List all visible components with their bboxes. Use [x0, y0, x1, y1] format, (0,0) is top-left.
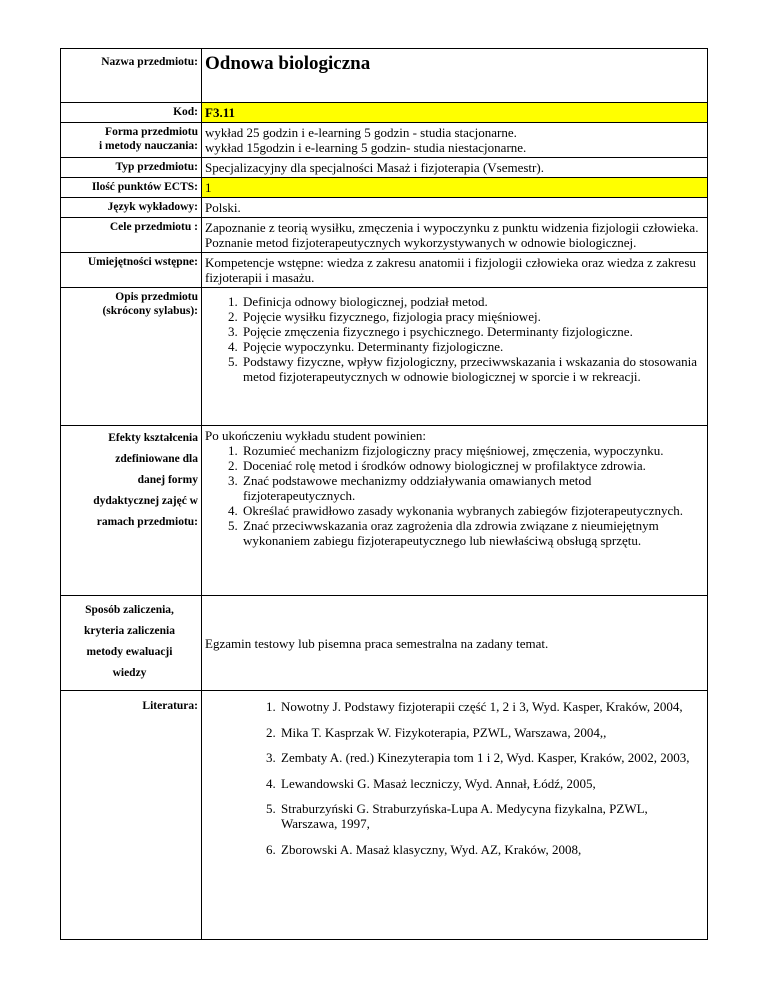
- zaliczenie-value: Egzamin testowy lub pisemna praca semestralna na zadany temat.: [202, 596, 708, 691]
- jezyk-label: Język wykładowy:: [61, 198, 202, 218]
- cele-label: Cele przedmiotu :: [61, 218, 202, 253]
- efekty-label-line: zdefiniowane dla: [115, 453, 198, 465]
- literatura-item: 4. Lewandowski G. Masaż leczniczy, Wyd. Annał, Łódź, 2005,: [279, 776, 695, 791]
- row-efekty: [61, 426, 708, 596]
- row-jezyk: [61, 198, 708, 218]
- ects-value: 1: [202, 178, 708, 198]
- opis-value: [202, 288, 708, 426]
- zaliczenie-label-line: wiedzy: [112, 667, 147, 679]
- opis-item: 5. Podstawy fizyczne, wpływ fizjologiczny, przeciwwskazania i wskazania do stosowania metod fizjoterapeutycznych w odnowie biologicznej w sporcie i w rekreacji.: [241, 354, 703, 384]
- zaliczenie-label-line: Sposób zaliczenia,: [85, 604, 174, 616]
- forma-value-line1: wykład 25 godzin i e-learning 5 godzin - studia stacjonarne.: [205, 125, 517, 140]
- opis-item: 4. Pojęcie wypoczynku. Determinanty fizjologiczne.: [241, 339, 703, 354]
- kod-label: Kod:: [61, 103, 202, 123]
- row-nazwa: [61, 49, 708, 103]
- forma-label-line1: Forma przedmiotu: [105, 126, 198, 138]
- nazwa-label: Nazwa przedmiotu:: [61, 49, 202, 103]
- opis-label: [61, 288, 202, 426]
- jezyk-value: Polski.: [202, 198, 708, 218]
- efekty-label-line: Efekty kształcenia: [108, 432, 198, 444]
- literatura-label: Literatura:: [61, 691, 202, 940]
- row-ects: [61, 178, 708, 198]
- course-name: [202, 49, 708, 103]
- umiejetnosci-label: Umiejętności wstępne:: [61, 253, 202, 288]
- row-cele: [61, 218, 708, 253]
- efekty-value: [202, 426, 708, 596]
- literatura-list: [205, 699, 703, 857]
- row-kod: [61, 103, 708, 123]
- literatura-item: 2. Mika T. Kasprzak W. Fizykoterapia, PZWL, Warszawa, 2004,,: [279, 725, 695, 740]
- row-forma: [61, 123, 708, 158]
- literatura-item: 1. Nowotny J. Podstawy fizjoterapii część 1, 2 i 3, Wyd. Kasper, Kraków, 2004,: [279, 699, 695, 714]
- literatura-item: 3. Zembaty A. (red.) Kinezyterapia tom 1 i 2, Wyd. Kasper, Kraków, 2002, 2003,: [279, 750, 695, 765]
- efekty-intro: Po ukończeniu wykładu student powinien:: [205, 428, 426, 443]
- opis-list: [205, 294, 703, 384]
- efekty-item: 2. Doceniać rolę metod i środków odnowy biologicznej w profilaktyce zdrowia.: [241, 458, 703, 473]
- row-opis: [61, 288, 708, 426]
- literatura-value: [202, 691, 708, 940]
- efekty-label: [61, 426, 202, 596]
- literatura-item: 6. Zborowski A. Masaż klasyczny, Wyd. AZ, Kraków, 2008,: [279, 842, 695, 857]
- umiejetnosci-value: Kompetencje wstępne: wiedza z zakresu anatomii i fizjologii człowieka oraz wiedza z zakresu fizjoterapii i masażu.: [202, 253, 708, 288]
- forma-value: [202, 123, 708, 158]
- row-typ: [61, 158, 708, 178]
- efekty-label-line: dydaktycznej zajęć w: [93, 495, 198, 507]
- opis-label-line2: (skrócony sylabus):: [102, 305, 198, 317]
- kod-text: F3.11: [205, 105, 235, 120]
- cele-value: Zapoznanie z teorią wysiłku, zmęczenia i wypoczynku z punktu widzenia fizjologii człowieka. Poznanie metod fizjoterapeutycznych wykorzystywanych w odnowie biologicznej.: [202, 218, 708, 253]
- literatura-item: 5. Straburzyński G. Straburzyńska-Lupa A. Medycyna fizykalna, PZWL, Warszawa, 1997,: [279, 801, 695, 831]
- opis-item: 1. Definicja odnowy biologicznej, podział metod.: [241, 294, 703, 309]
- row-literatura: [61, 691, 708, 940]
- zaliczenie-label-line: metody ewaluacji: [86, 646, 173, 658]
- ects-label: Ilość punktów ECTS:: [61, 178, 202, 198]
- forma-value-line2: wykład 15godzin i e-learning 5 godzin- studia niestacjonarne.: [205, 140, 527, 155]
- syllabus-table: [60, 48, 708, 940]
- opis-label-line1: Opis przedmiotu: [115, 291, 198, 303]
- efekty-label-line: ramach przedmiotu:: [96, 516, 198, 528]
- typ-value: Specjalizacyjny dla specjalności Masaż i fizjoterapia (Vsemestr).: [202, 158, 708, 178]
- efekty-item: 5. Znać przeciwwskazania oraz zagrożenia dla zdrowia związane z nieumiejętnym wykonaniem zabiegu fizjoterapeutycznego lub niewłaściwą obsługą sprzętu.: [241, 518, 703, 548]
- zaliczenie-label: [61, 596, 202, 691]
- efekty-item: 4. Określać prawidłowo zasady wykonania wybranych zabiegów fizjoterapeutycznych.: [241, 503, 703, 518]
- course-title: Odnowa biologiczna: [205, 53, 371, 74]
- efekty-label-line: danej formy: [137, 474, 198, 486]
- efekty-item: 3. Znać podstawowe mechanizmy oddziaływania omawianych metod fizjoterapeutycznych.: [241, 473, 703, 503]
- opis-item: 2. Pojęcie wysiłku fizycznego, fizjologia pracy mięśniowej.: [241, 309, 703, 324]
- forma-label-line2: i metody nauczania:: [98, 140, 198, 152]
- efekty-item: 1. Rozumieć mechanizm fizjologiczny pracy mięśniowej, zmęczenia, wypoczynku.: [241, 443, 703, 458]
- opis-item: 3. Pojęcie zmęczenia fizycznego i psychicznego. Determinanty fizjologiczne.: [241, 324, 703, 339]
- efekty-list: [205, 443, 703, 548]
- typ-label: Typ przedmiotu:: [61, 158, 202, 178]
- row-umiejetnosci: [61, 253, 708, 288]
- forma-label: [61, 123, 202, 158]
- kod-value: [202, 103, 708, 123]
- zaliczenie-label-line: kryteria zaliczenia: [83, 625, 175, 637]
- row-zaliczenie: [61, 596, 708, 691]
